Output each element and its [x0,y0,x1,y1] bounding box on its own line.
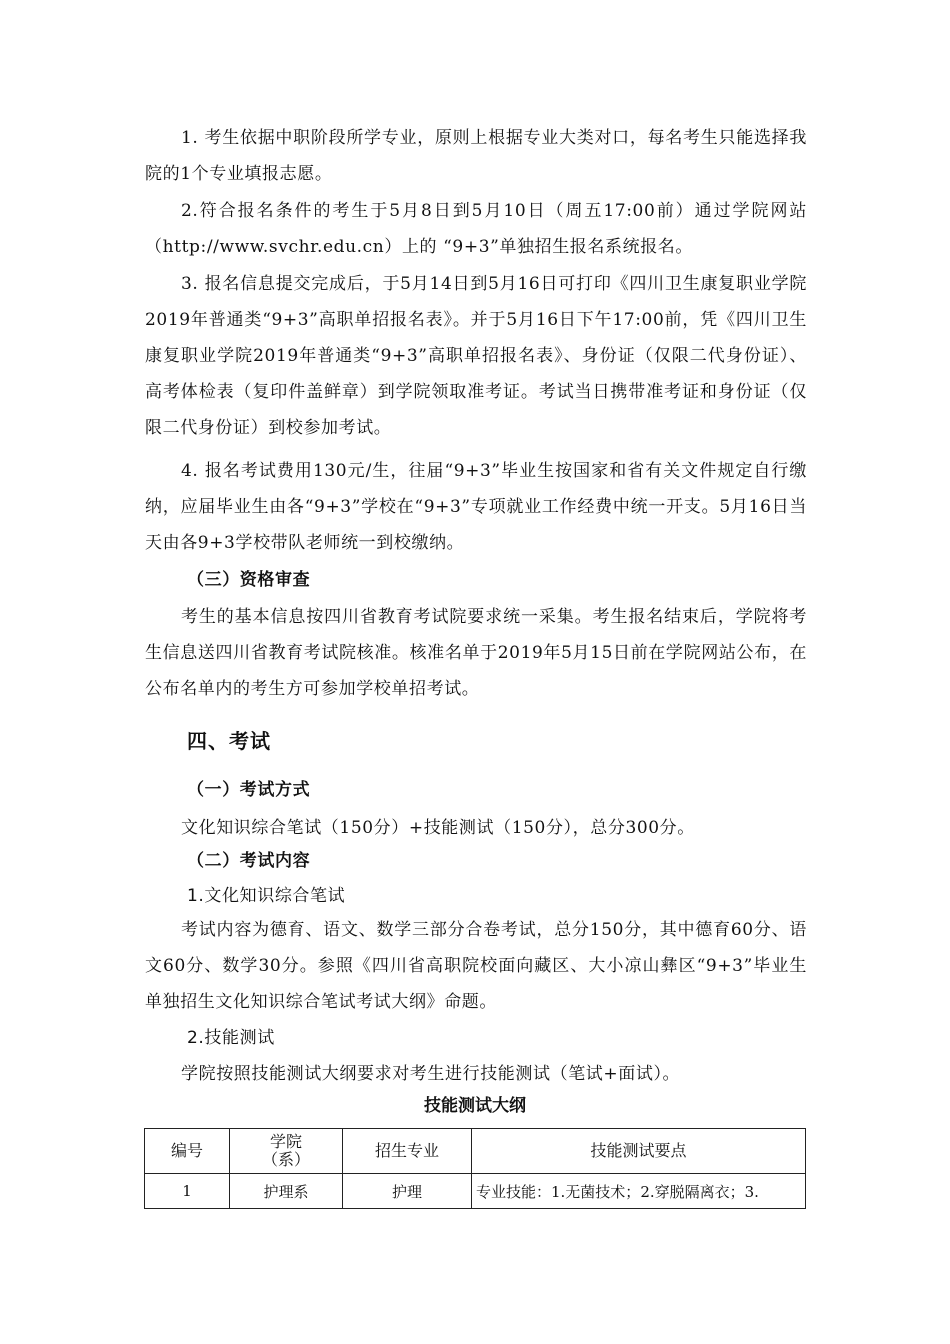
cell-college: 护理系 [230,1174,343,1209]
header-college-line2: （系） [261,1150,310,1169]
written-exam-heading: 1.文化知识综合笔试 [187,886,346,906]
exam-method-heading: （一）考试方式 [187,780,311,800]
header-num: 编号 [145,1129,230,1174]
section-qualification-text: 考生的基本信息按四川省教育考试院要求统一采集。考生报名结束后，学院将考生信息送四川省教育考试院核准。核准名单于2019年5月15日前在学院网站公布，在公布名单内的考生方可参加学校单招考试。 [145,607,807,699]
table-row [145,1174,806,1209]
table-header-row [145,1129,806,1174]
skill-test-table [144,1128,806,1209]
header-points: 技能测试要点 [472,1129,806,1174]
skill-test-heading: 2.技能测试 [187,1028,275,1048]
table-caption: 技能测试大纲 [424,1096,526,1116]
cell-num: 1 [145,1174,230,1209]
skill-test-text: 学院按照技能测试大纲要求对考生进行技能测试（笔试+面试）。 [181,1064,681,1084]
paragraph-registration-1: 1. 考生依据中职阶段所学专业，原则上根据专业大类对口，每名考生只能选择我院的1个专业填报志愿。 [145,128,807,184]
cell-points: 专业技能：1.无菌技术；2.穿脱隔离衣；3. [472,1174,806,1209]
header-college [230,1129,343,1174]
cell-major: 护理 [343,1174,472,1209]
paragraph-registration-2: 2.符合报名条件的考生于5月8日到5月10日（周五17:00前）通过学院网站（http://www.svchr.edu.cn）上的 “9+3”单独招生报名系统报名。 [145,201,807,257]
part-exam-heading: 四、考试 [187,729,271,753]
exam-method-text: 文化知识综合笔试（150分）+技能测试（150分），总分300分。 [181,818,695,838]
written-exam-text: 考试内容为德育、语文、数学三部分合卷考试，总分150分，其中德育60分、语文60分、数学30分。参照《四川省高职院校面向藏区、大小凉山彝区“9+3”毕业生单独招生文化知识综合笔试考试大纲》命题。 [145,920,807,1012]
exam-content-heading: （二）考试内容 [187,851,311,871]
header-college-line1: 学院 [269,1132,302,1151]
paragraph-registration-4: 4. 报名考试费用130元/生，往届“9+3”毕业生按国家和省有关文件规定自行缴纳，应届毕业生由各“9+3”学校在“9+3”专项就业工作经费中统一开支。5月16日当天由各9+3学校带队老师统一到校缴纳。 [145,461,807,553]
paragraph-registration-3: 3. 报名信息提交完成后，于5月14日到5月16日可打印《四川卫生康复职业学院2019年普通类“9+3”高职单招报名表》。并于5月16日下午17:00前，凭《四川卫生康复职业学院2019年普通类“9+3”高职单招报名表》、身份证（仅限二代身份证）、高考体检表（复印件盖鲜章）到学院领取准考证。考试当日携带准考证和身份证（仅限二代身份证）到校参加考试。 [145,274,807,438]
section-qualification-heading: （三）资格审查 [187,570,311,590]
header-major: 招生专业 [343,1129,472,1174]
